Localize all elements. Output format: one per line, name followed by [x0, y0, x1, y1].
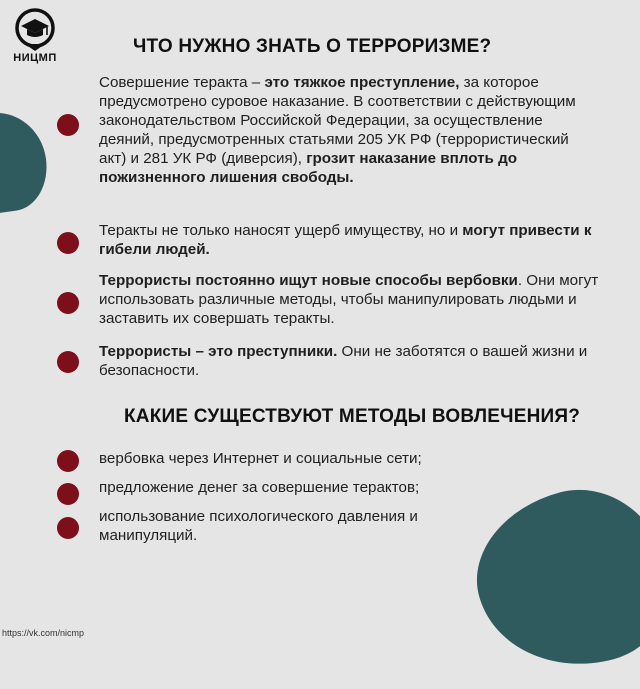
footer-url[interactable]: https://vk.com/nicmp [2, 628, 85, 638]
bullet-dot [57, 483, 79, 505]
info-item-1 [99, 73, 599, 187]
method-item-3 [99, 507, 469, 545]
decorative-blob-left [0, 107, 53, 218]
emphasis-text: Террористы постоянно ищут новые способы вербовки [99, 272, 518, 289]
body-text: предложение денег за совершение терактов; [99, 479, 420, 496]
body-text: Теракты не только наносят ущерб имуществу, но и [99, 222, 463, 239]
decorative-blob-right [459, 470, 640, 688]
logo [6, 8, 64, 68]
info-item-2 [99, 221, 599, 259]
method-item-2 [99, 478, 599, 497]
bullet-dot [57, 517, 79, 539]
bullet-dot [57, 232, 79, 254]
info-item-3 [99, 271, 599, 328]
body-text: Они не заботятся о вашей жизни и безопасности. [99, 343, 588, 379]
body-text: использование психологического давления и манипуляций. [99, 508, 418, 544]
bullet-dot [57, 292, 79, 314]
body-text: . Они могут использовать различные методы, чтобы манипулировать людьми и заставить их совершать теракты. [99, 272, 599, 327]
section-title-terrorism: ЧТО НУЖНО ЗНАТЬ О ТЕРРОРИЗМЕ? [133, 36, 492, 57]
emphasis-text: грозит наказание вплоть до пожизненного лишения свободы. [99, 150, 518, 186]
emphasis-text: это тяжкое преступление, [264, 74, 460, 91]
graduation-cap-pin-icon [13, 8, 57, 52]
method-item-1 [99, 449, 599, 468]
emphasis-text: могут привести к гибели людей. [99, 222, 592, 258]
body-text: Совершение теракта – [99, 74, 265, 91]
bullet-dot [57, 351, 79, 373]
body-text: за которое предусмотрено суровое наказание. В соответствии с действующим законодательством Российской Федерации, за осуществление деяний, предусмотренных статьями 205 УК РФ (террористический акт) и 281 УК РФ (диверсия), [99, 74, 576, 167]
body-text: вербовка через Интернет и социальные сети; [99, 450, 422, 467]
section-title-methods: КАКИЕ СУЩЕСТВУЮТ МЕТОДЫ ВОВЛЕЧЕНИЯ? [124, 406, 581, 427]
logo-text: НИЦМП [13, 52, 57, 64]
bullet-dot [57, 450, 79, 472]
info-item-4 [99, 342, 599, 380]
bullet-dot [57, 114, 79, 136]
emphasis-text: Террористы – это преступники. [99, 343, 338, 360]
